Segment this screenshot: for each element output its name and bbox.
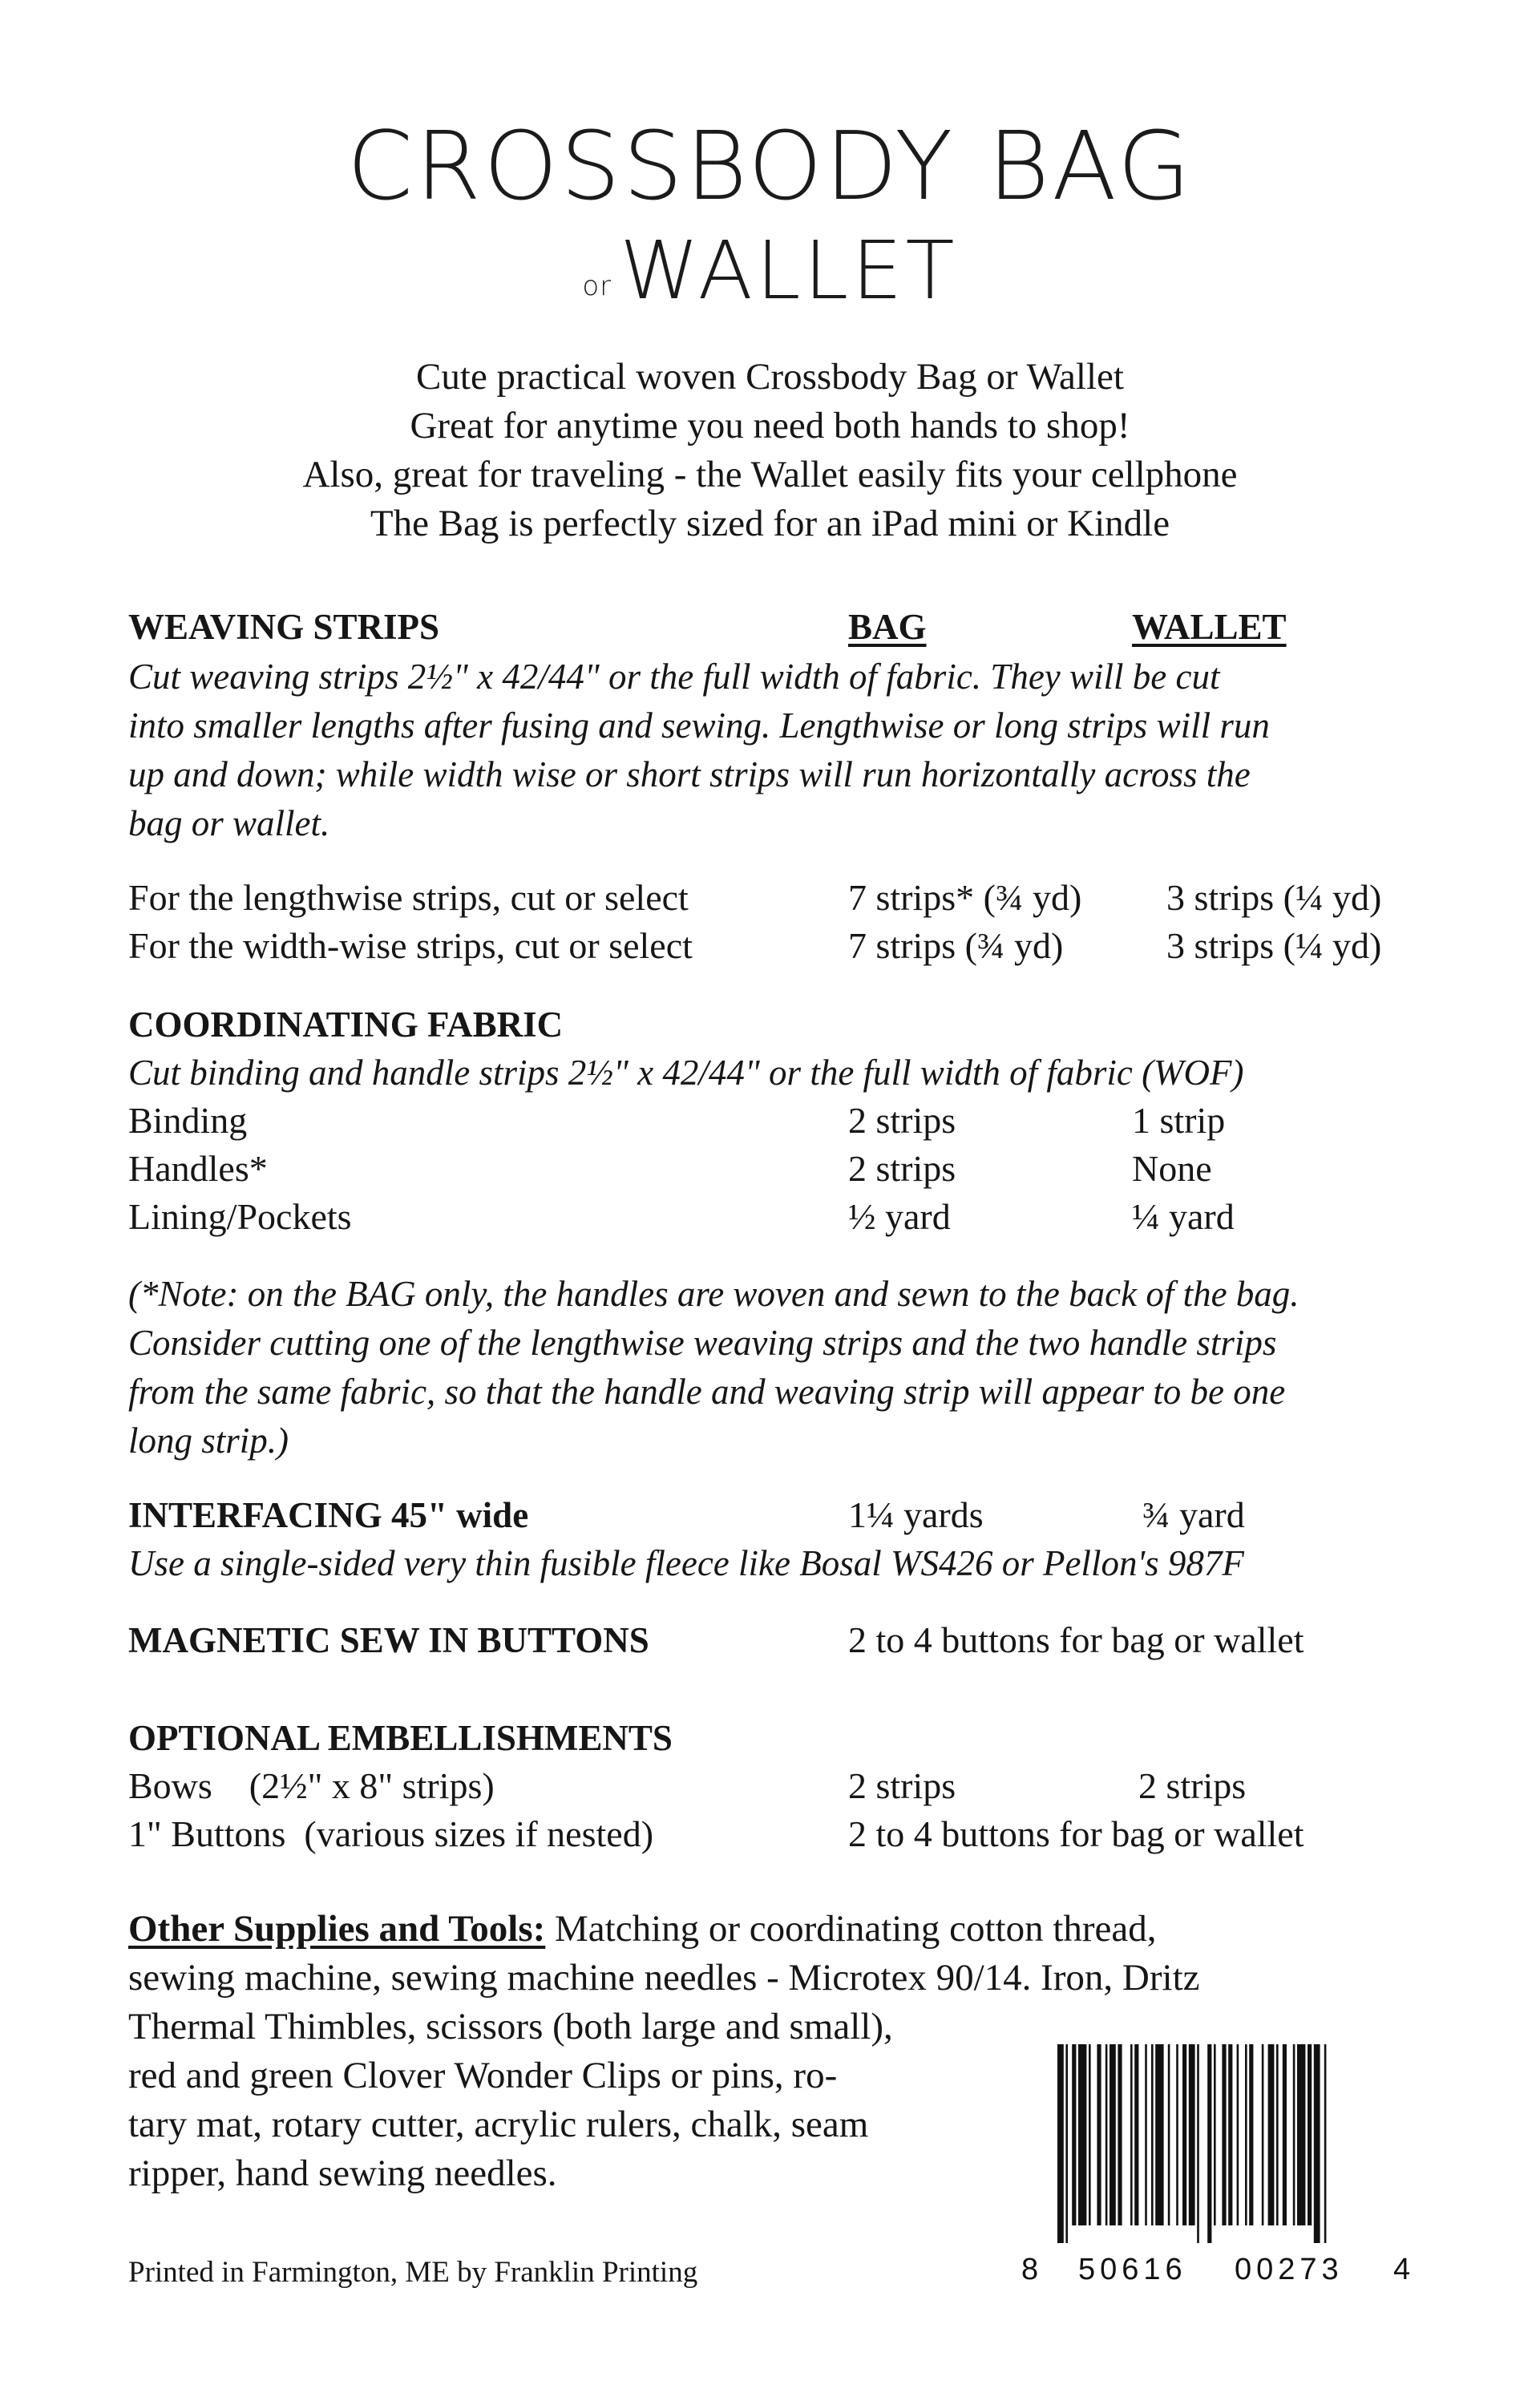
- lengthwise-bag: 7 strips* (¾ yd): [848, 877, 1082, 918]
- handles-bag: 2 strips: [848, 1148, 956, 1189]
- supplies-line: ripper, hand sewing needles.: [128, 2152, 557, 2194]
- barcode-bar: [1065, 2044, 1068, 2243]
- optional-heading: OPTIONAL EMBELLISHMENTS: [128, 1718, 673, 1758]
- barcode-bar: [1097, 2044, 1101, 2225]
- barcode-bar: [1228, 2044, 1232, 2225]
- barcode: [1054, 2044, 1386, 2243]
- barcode-bar: [1182, 2044, 1186, 2225]
- printed-credit: Printed in Farmington, ME by Franklin Printing: [128, 2256, 698, 2289]
- lining-wallet: ¼ yard: [1132, 1196, 1235, 1237]
- widthwise-label: For the width-wise strips, cut or select: [128, 925, 693, 966]
- widthwise-bag: 7 strips (¾ yd): [848, 925, 1064, 966]
- barcode-bar: [1262, 2044, 1264, 2225]
- weaving-note-line: bag or wallet.: [128, 803, 330, 843]
- barcode-bar: [1324, 2044, 1327, 2243]
- intro-text: [0, 353, 1540, 548]
- handles-note-line: Consider cutting one of the lengthwise weaving strips and the two handle strips: [128, 1323, 1277, 1363]
- barcode-bar: [1283, 2044, 1287, 2225]
- barcode-bar: [1189, 2044, 1195, 2225]
- barcode-bar: [1072, 2044, 1076, 2225]
- supplies-line: tary mat, rotary cutter, acrylic rulers, chalk, seam: [128, 2104, 869, 2145]
- barcode-bar: [1145, 2044, 1147, 2225]
- binding-wallet: 1 strip: [1132, 1100, 1226, 1141]
- barcode-bar: [1249, 2044, 1253, 2225]
- lining-label: Lining/Pockets: [128, 1196, 352, 1237]
- interfacing-note: Use a single-sided very thin fusible fleece like Bosal WS426 or Pellon's 987F: [128, 1543, 1244, 1583]
- barcode-bar: [1207, 2044, 1211, 2243]
- lengthwise-label: For the lengthwise strips, cut or select: [128, 877, 689, 918]
- intro-line: Also, great for traveling - the Wallet easily fits your cellphone: [302, 454, 1238, 495]
- handles-note-line: (*Note: on the BAG only, the handles are woven and sewn to the back of the bag.: [128, 1274, 1300, 1314]
- barcode-bar: [1078, 2044, 1086, 2225]
- magnetic-value: 2 to 4 buttons for bag or wallet: [848, 1619, 1304, 1660]
- bows-label: Bows (2½" x 8" strips): [128, 1765, 495, 1806]
- supplies-heading: Other Supplies and Tools:: [128, 1908, 546, 1950]
- handles-note: [128, 1270, 1300, 1465]
- weaving-heading: WEAVING STRIPS: [128, 607, 440, 647]
- barcode-bar: [1089, 2044, 1091, 2225]
- barcode-bar: [1130, 2044, 1133, 2225]
- barcode-bar: [1293, 2044, 1295, 2225]
- subtitle-wallet: WALLET: [620, 224, 958, 317]
- barcode-bars: [1057, 2044, 1326, 2243]
- barcode-bar: [1237, 2044, 1239, 2225]
- lengthwise-wallet: 3 strips (¼ yd): [1166, 877, 1382, 918]
- page-title: CROSSBODY BAG: [346, 111, 1194, 221]
- barcode-lead-digit: 8: [1021, 2253, 1039, 2286]
- supplies-text: [128, 1905, 1200, 2198]
- weaving-note-line: up and down; while width wise or short strips will run horizontally across the: [128, 754, 1251, 794]
- barcode-bar: [1110, 2044, 1116, 2225]
- supplies-line: red and green Clover Wonder Clips or pins, ro-: [128, 2055, 838, 2096]
- bag-column-heading: BAG: [848, 607, 927, 647]
- wallet-column-heading: WALLET: [1132, 607, 1287, 647]
- barcode-left-digits: 50616: [1078, 2253, 1187, 2286]
- barcode-bar: [1155, 2044, 1163, 2225]
- handles-label: Handles*: [128, 1148, 268, 1189]
- interfacing-bag: 1¼ yards: [848, 1494, 984, 1535]
- barcode-bar: [1297, 2044, 1305, 2225]
- intro-line: Cute practical woven Crossbody Bag or Wallet: [416, 356, 1124, 398]
- barcode-bar: [1245, 2044, 1247, 2225]
- barcode-right-digits: 00273: [1235, 2253, 1344, 2286]
- intro-line: Great for anytime you need both hands to shop!: [410, 405, 1130, 447]
- lining-bag: ½ yard: [848, 1196, 951, 1237]
- weaving-note-line: Cut weaving strips 2½" x 42/44" or the full width of fabric. They will be cut: [128, 657, 1220, 697]
- barcode-bar: [1134, 2044, 1138, 2225]
- buttons-value: 2 to 4 buttons for bag or wallet: [848, 1813, 1304, 1854]
- buttons-label: 1" Buttons (various sizes if nested): [128, 1813, 654, 1854]
- barcode-bar: [1105, 2044, 1108, 2225]
- binding-bag: 2 strips: [848, 1100, 956, 1141]
- barcode-bar: [1214, 2044, 1216, 2225]
- binding-label: Binding: [128, 1100, 248, 1141]
- interfacing-wallet: ¾ yard: [1142, 1494, 1245, 1535]
- barcode-bar: [1168, 2044, 1170, 2225]
- barcode-check-digit: 4: [1393, 2253, 1411, 2286]
- barcode-bar: [1118, 2044, 1122, 2225]
- weaving-note-line: into smaller lengths after fusing and sewing. Lengthwise or long strips will run: [128, 705, 1270, 746]
- bows-wallet: 2 strips: [1138, 1765, 1247, 1806]
- barcode-bar: [1222, 2044, 1226, 2225]
- barcode-bar: [1197, 2044, 1199, 2243]
- barcode-bar: [1176, 2044, 1178, 2225]
- barcode-bar: [1308, 2044, 1312, 2225]
- supplies-line: sewing machine, sewing machine needles - Microtex 90/14. Iron, Dritz: [128, 1957, 1200, 1999]
- widthwise-wallet: 3 strips (¼ yd): [1166, 925, 1382, 966]
- supplies-line: Thermal Thimbles, scissors (both large and small),: [128, 2006, 893, 2047]
- page-subtitle: [0, 224, 1540, 317]
- bows-bag: 2 strips: [848, 1765, 956, 1806]
- handles-note-line: long strip.): [128, 1421, 289, 1461]
- barcode-bar: [1276, 2044, 1279, 2225]
- barcode-bar: [1057, 2044, 1064, 2243]
- intro-line: The Bag is perfectly sized for an iPad mini or Kindle: [370, 503, 1170, 544]
- weaving-note: [128, 653, 1270, 848]
- barcode-bar: [1314, 2044, 1320, 2243]
- barcode-bar: [1151, 2044, 1154, 2225]
- subtitle-or: or: [582, 270, 612, 302]
- supplies-first-line-rest: Matching or coordinating cotton thread,: [545, 1908, 1157, 1950]
- barcode-bar: [1268, 2044, 1275, 2225]
- magnetic-heading: MAGNETIC SEW IN BUTTONS: [128, 1620, 649, 1660]
- coordinating-note: Cut binding and handle strips 2½" x 42/44" or the full width of fabric (WOF): [128, 1053, 1244, 1093]
- handles-wallet: None: [1132, 1148, 1212, 1189]
- interfacing-heading: INTERFACING 45" wide: [128, 1495, 529, 1535]
- handles-note-line: from the same fabric, so that the handle and weaving strip will appear to be one: [128, 1372, 1286, 1412]
- coordinating-heading: COORDINATING FABRIC: [128, 1004, 564, 1045]
- supplies-first-line: [128, 1905, 1200, 1954]
